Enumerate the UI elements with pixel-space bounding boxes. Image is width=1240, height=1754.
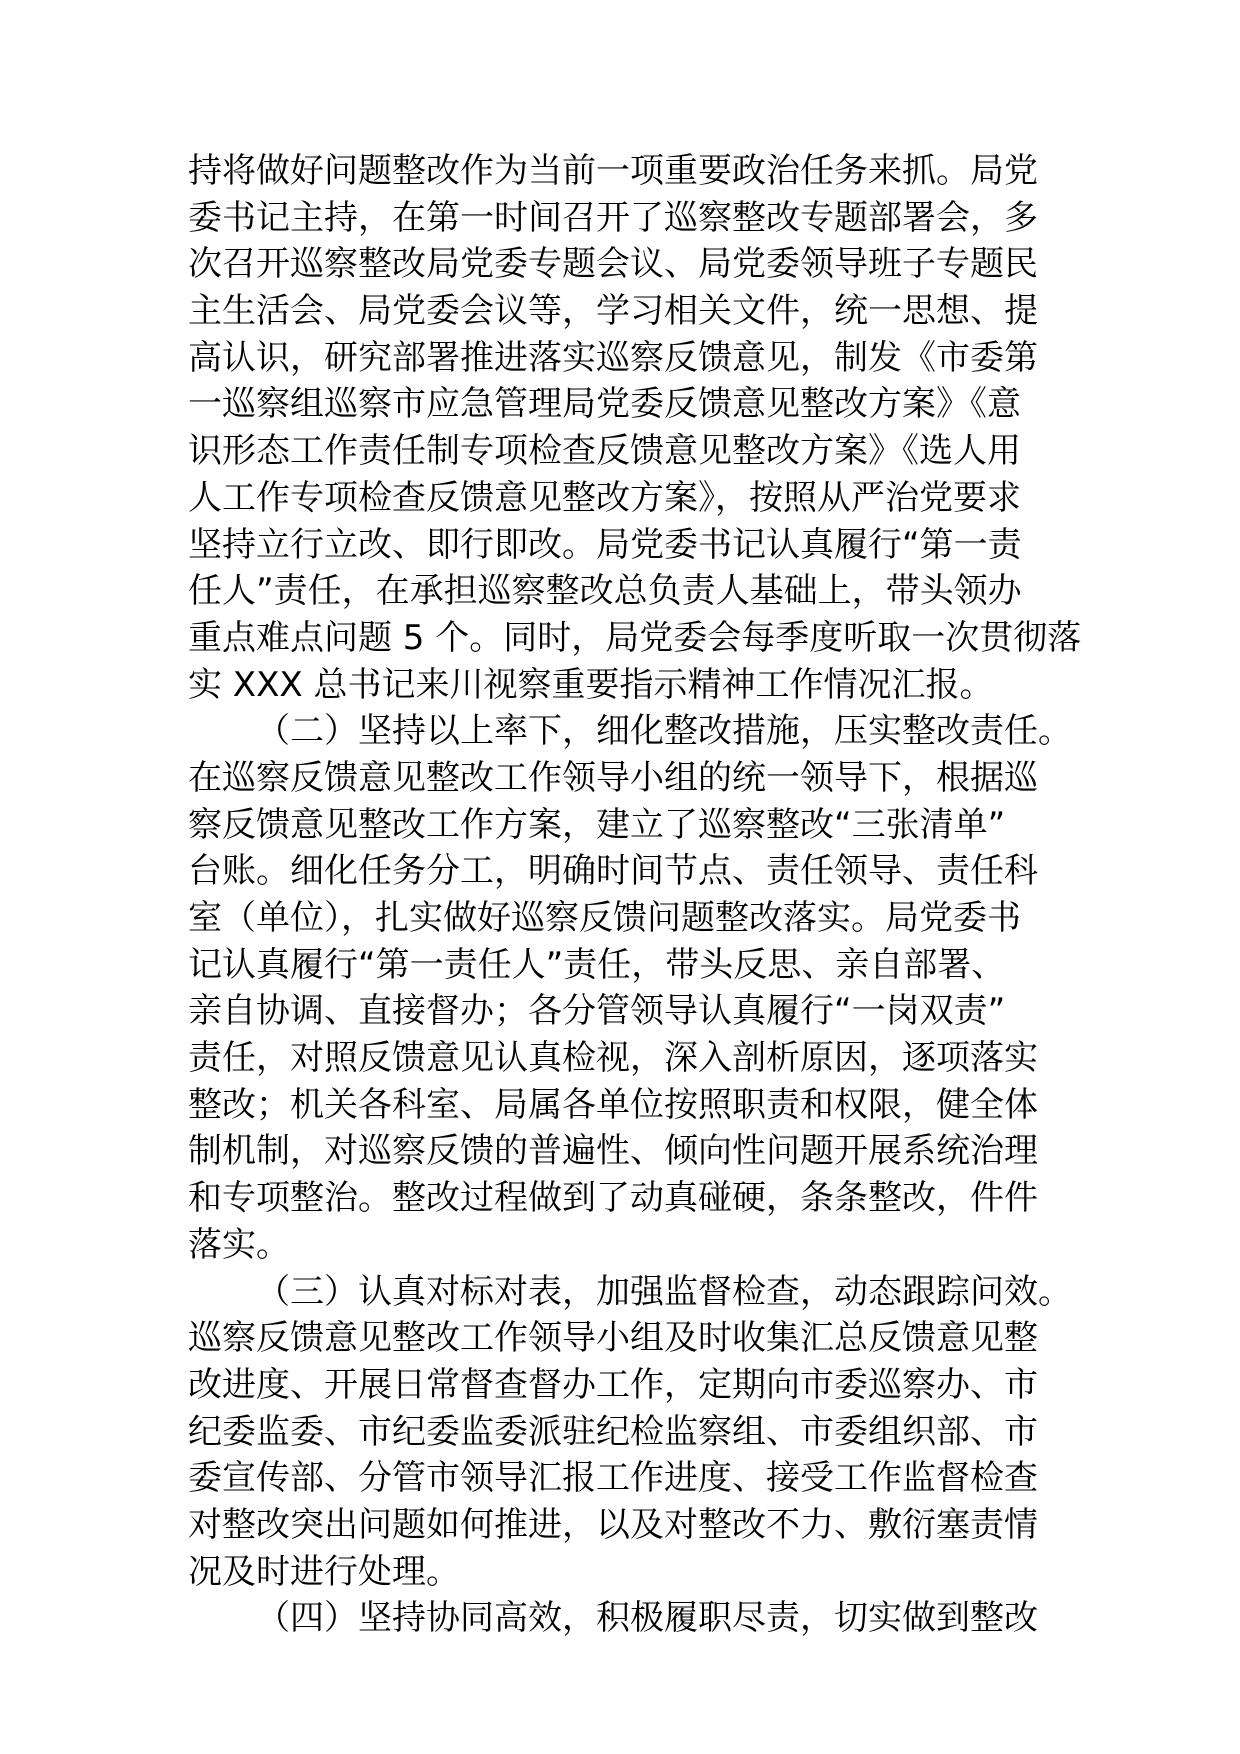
text-line: 记认真履行“第一责任人”责任，带头反思、亲自部署、 — [188, 944, 1006, 985]
text-line: 持将做好问题整改作为当前一项重要政治任务来抓。局党 — [188, 151, 1038, 191]
text-line: 次召开巡察整改局党委专题会议、局党委领导班子专题民 — [188, 244, 1038, 285]
text-line: 和专项整治。整改过程做到了动真碰硬，条条整改，件件 — [188, 1178, 1038, 1219]
text-line: 重点难点问题 5 个。同时，局党委会每季度听取一次贯彻落 — [188, 617, 1082, 658]
text-line: 主生活会、局党委会议等，学习相关文件，统一思想、提 — [188, 291, 1038, 332]
text-line: 察反馈意见整改工作方案，建立了巡察整改“三张清单” — [188, 804, 1006, 845]
text-line: 况及时进行处理。 — [188, 1551, 460, 1592]
text-line: 责任，对照反馈意见认真检视，深入剖析原因，逐项落实 — [188, 1038, 1038, 1079]
text-line: 坚持立行立改、即行即改。局党委书记认真履行“第一责 — [188, 524, 1022, 565]
text-line: 改进度、开展日常督查督办工作，定期向市委巡察办、市 — [188, 1364, 1038, 1405]
text-line: （四）坚持协同高效，积极履职尽责，切实做到整改 — [256, 1598, 1038, 1639]
paragraph — [188, 1595, 1068, 1642]
text-line: 委书记主持，在第一时间召开了巡察整改专题部署会，多 — [188, 197, 1038, 238]
text-line: 制机制，对巡察反馈的普遍性、倾向性问题开展系统治理 — [188, 1131, 1038, 1172]
paragraph — [188, 708, 1072, 1268]
paragraph — [188, 148, 1082, 708]
body-text — [188, 148, 1082, 1642]
text-line: 任人”责任，在承担巡察整改总负责人基础上，带头领办 — [188, 571, 1022, 612]
text-line: 室（单位），扎实做好巡察反馈问题整改落实。局党委书 — [188, 898, 1021, 938]
text-line: 纪委监委、市纪委监委派驻纪检监察组、市委组织部、市 — [188, 1411, 1038, 1452]
paragraph — [188, 1269, 1072, 1596]
text-line: 亲自协调、直接督办；各分管领导认真履行“一岗双责” — [188, 991, 1006, 1032]
text-line: 落实。 — [188, 1224, 290, 1265]
text-line: 高认识，研究部署推进落实巡察反馈意见，制发《市委第 — [188, 337, 1038, 378]
text-line: 实 XXX 总书记来川视察重要指示精神工作情况汇报。 — [188, 664, 994, 705]
text-line: 台账。细化任务分工，明确时间节点、责任领导、责任科 — [188, 851, 1038, 892]
text-line: 一巡察组巡察市应急管理局党委反馈意见整改方案》《意 — [188, 384, 1021, 425]
text-line: 对整改突出问题如何推进，以及对整改不力、敷衍塞责情 — [188, 1504, 1038, 1545]
text-line: 识形态工作责任制专项检查反馈意见整改方案》《选人用 — [188, 431, 1021, 472]
text-line: 巡察反馈意见整改工作领导小组及时收集汇总反馈意见整 — [188, 1318, 1038, 1359]
text-line: 委宣传部、分管市领导汇报工作进度、接受工作监督检查 — [188, 1458, 1038, 1499]
text-line: 整改；机关各科室、局属各单位按照职责和权限，健全体 — [188, 1084, 1038, 1125]
text-line: （二）坚持以上率下，细化整改措施，压实整改责任。 — [256, 711, 1072, 752]
text-line: 人工作专项检查反馈意见整改方案》，按照从严治党要求 — [188, 477, 1021, 518]
text-line: （三）认真对标对表，加强监督检查，动态跟踪问效。 — [256, 1271, 1072, 1312]
text-line: 在巡察反馈意见整改工作领导小组的统一领导下，根据巡 — [188, 757, 1038, 798]
